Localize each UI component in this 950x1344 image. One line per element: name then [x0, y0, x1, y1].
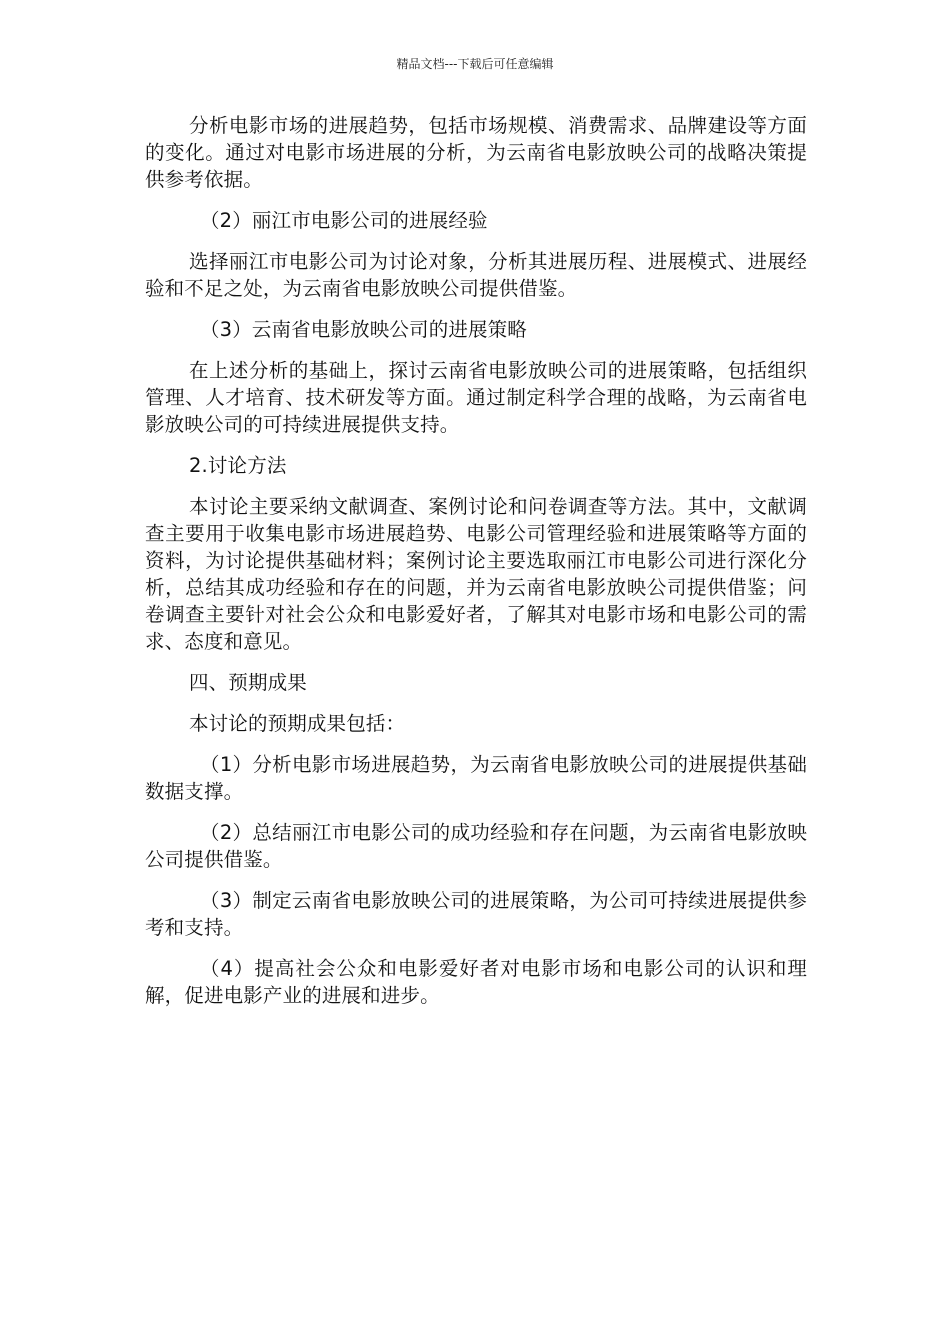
- subheading-yunnan-strategy: （3）云南省电影放映公司的进展策略: [200, 318, 527, 341]
- document-body: [145, 112, 807, 1023]
- list-item-result-4: （4）提高社会公众和电影爱好者对电影市场和电影公司的认识和理解，促进电影产业的进展和进步。: [145, 957, 807, 1007]
- heading-expected-results: 四、预期成果: [189, 671, 307, 694]
- paragraph-lijiang-case: 选择丽江市电影公司为讨论对象，分析其进展历程、进展模式、进展经验和不足之处，为云南省电影放映公司提供借鉴。: [145, 250, 807, 300]
- page-header: 精品文档---下载后可任意编辑: [396, 57, 554, 71]
- paragraph-market-trend-analysis: 分析电影市场的进展趋势，包括市场规模、消费需求、品牌建设等方面的变化。通过对电影市场进展的分析，为云南省电影放映公司的战略决策提供参考依据。: [145, 114, 807, 191]
- list-item-result-2: （2）总结丽江市电影公司的成功经验和存在问题，为云南省电影放映公司提供借鉴。: [145, 821, 807, 871]
- subheading-lijiang-experience: （2）丽江市电影公司的进展经验: [200, 209, 488, 232]
- heading-research-methods: 2.讨论方法: [189, 454, 287, 477]
- list-item-result-3: （3）制定云南省电影放映公司的进展策略，为公司可持续进展提供参考和支持。: [145, 889, 807, 939]
- list-item-result-1: （1）分析电影市场进展趋势，为云南省电影放映公司的进展提供基础数据支撑。: [145, 753, 807, 803]
- paragraph-strategy-discussion: 在上述分析的基础上，探讨云南省电影放映公司的进展策略，包括组织管理、人才培育、技术研发等方面。通过制定科学合理的战略，为云南省电影放映公司的可持续进展提供支持。: [145, 359, 807, 436]
- paragraph-expected-results-intro: 本讨论的预期成果包括：: [189, 712, 406, 735]
- paragraph-research-methods: 本讨论主要采纳文献调查、案例讨论和问卷调查等方法。其中，文献调查主要用于收集电影市场进展趋势、电影公司管理经验和进展策略等方面的资料，为讨论提供基础材料；案例讨论主要选取丽江市电影公司进行深化分析，总结其成功经验和存在的问题，并为云南省电影放映公司提供借鉴；问卷调查主要针对社会公众和电影爱好者，了解其对电影市场和电影公司的需求、态度和意见。: [145, 495, 807, 653]
